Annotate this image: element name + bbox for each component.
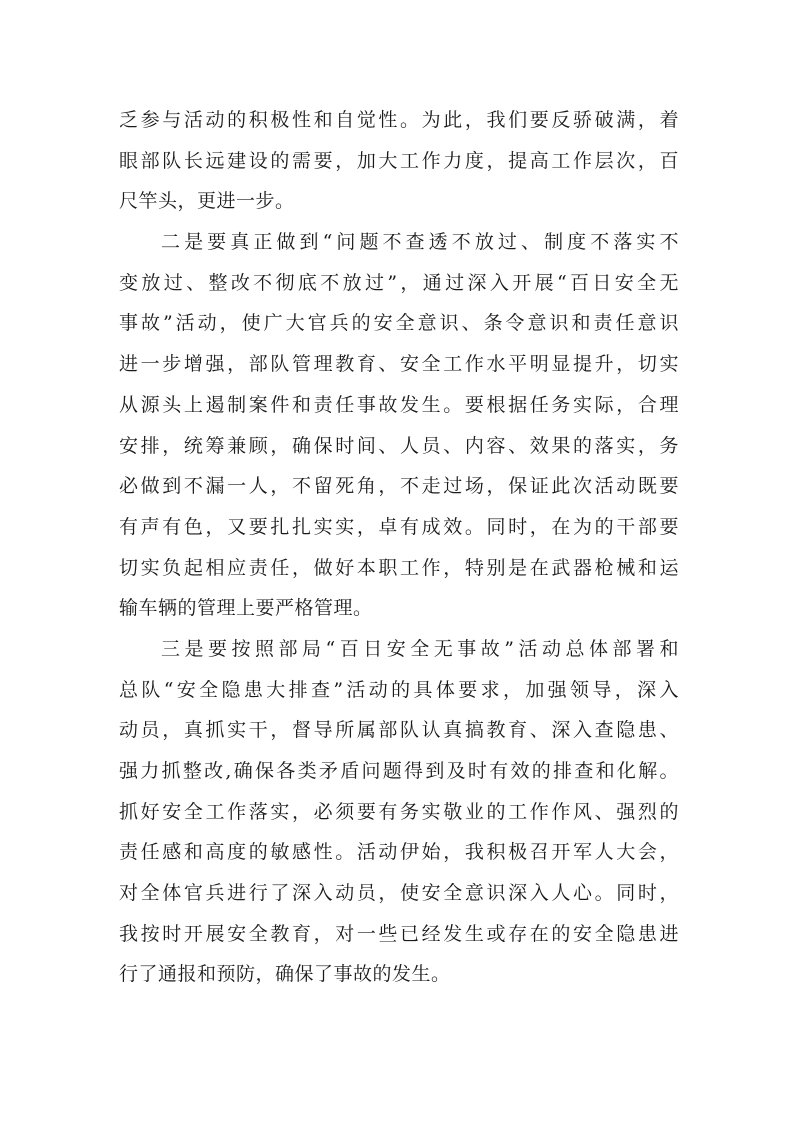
text-line: 必做到不漏一人，不留死角，不走过场，保证此次活动既要 <box>119 475 679 498</box>
text-line: 输车辆的管理上要严格管理。 <box>119 597 373 620</box>
text-line: 我按时开展安全教育，对一些已经发生或存在的安全隐患进 <box>119 922 679 945</box>
text-line: 从源头上遏制案件和责任事故发生。要根据任务实际，合理 <box>119 393 679 416</box>
text-line: 变放过、整改不彻底不放过”，通过深入开展“百日安全无 <box>119 271 679 294</box>
text-line: 对全体官兵进行了深入动员，使安全意识深入人心。同时， <box>119 882 679 905</box>
document-body <box>119 100 679 995</box>
text-line: 总队“安全隐患大排查”活动的具体要求，加强领导，深入 <box>119 678 679 701</box>
text-line: 眼部队长远建设的需要，加大工作力度，提高工作层次，百 <box>119 149 679 172</box>
text-line: 乏参与活动的积极性和自觉性。为此，我们要反骄破满，着 <box>119 109 679 131</box>
text-line: 尺竿头，更进一步。 <box>119 190 295 213</box>
paragraph-start-line: 三是要按照部局“百日安全无事故”活动总体部署和 <box>161 637 679 660</box>
text-line: 责任感和高度的敏感性。活动伊始，我积极召开军人大会， <box>119 841 679 864</box>
text-line: 动员，真抓实干，督导所属部队认真搞教育、深入查隐患、 <box>119 719 679 742</box>
text-line: 有声有色，又要扎扎实实，卓有成效。同时，在为的干部要 <box>119 515 679 538</box>
text-line: 行了通报和预防，确保了事故的发生。 <box>119 963 451 986</box>
text-line: 进一步增强，部队管理教育、安全工作水平明显提升，切实 <box>119 353 679 376</box>
text-line: 安排，统筹兼顾，确保时间、人员、内容、效果的落实，务 <box>119 434 679 457</box>
paragraph-start-line: 二是要真正做到“问题不查透不放过、制度不落实不 <box>161 231 679 254</box>
text-line: 切实负起相应责任，做好本职工作，特别是在武器枪械和运 <box>119 556 679 579</box>
text-line: 抓好安全工作落实，必须要有务实敬业的工作作风、强烈的 <box>119 800 679 823</box>
text-line: 事故”活动，使广大官兵的安全意识、条令意识和责任意识 <box>119 312 679 335</box>
text-line: 强力抓整改,确保各类矛盾问题得到及时有效的排查和化解。 <box>119 760 679 782</box>
